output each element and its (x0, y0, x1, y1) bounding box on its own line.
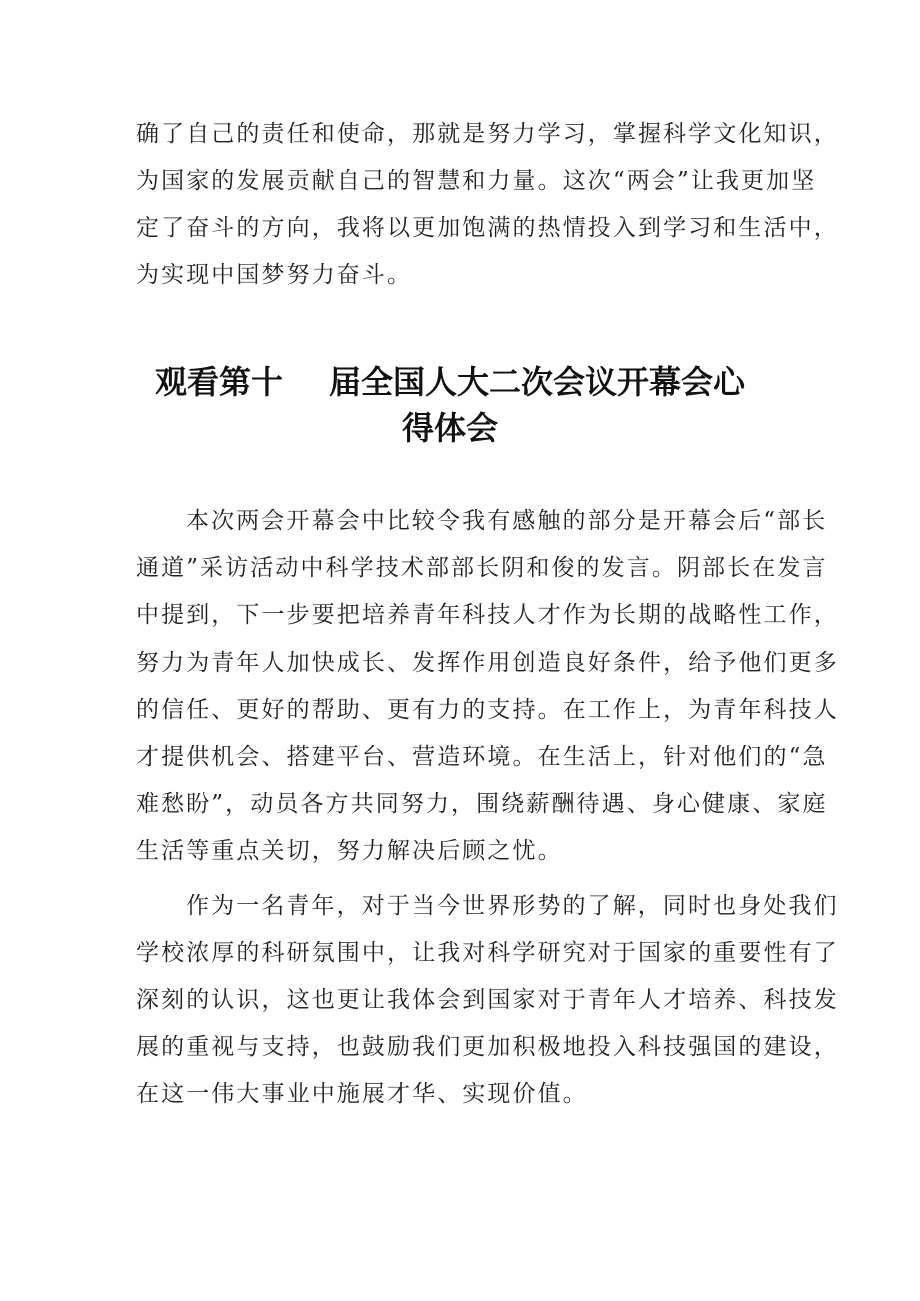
text-line: 确了自己的责任和使命，那就是努力学习，掌握科学文化知识， (136, 121, 839, 147)
text-line: 本次两会开幕会中比较令我有感触的部分是开幕会后“部长 (186, 508, 828, 534)
text-line: 生活等重点关切，努力解决后顾之忧。 (136, 838, 563, 864)
text-line: 在这一伟大事业中施展才华、实现价值。 (136, 1081, 588, 1107)
text-line: 难愁盼”，动员各方共同努力，围绕薪酬待遇、身心健康、家庭 (136, 791, 828, 817)
text-line: 努力为青年人加快成长、发挥作用创造良好条件，给予他们更多 (136, 650, 839, 676)
text-line: 为国家的发展贡献自己的智慧和力量。这次“两会”让我更加坚 (136, 168, 817, 194)
text-line: 学校浓厚的科研氛围中，让我对科学研究对于国家的重要性有了 (136, 940, 839, 966)
title-part-2: 届全国人大二次会议开幕会心 (329, 363, 746, 401)
title-part-1: 观看第十 (154, 363, 283, 401)
title-line-1 (0, 364, 900, 400)
text-line: 为实现中国梦努力奋斗。 (136, 262, 413, 288)
text-line: 定了奋斗的方向，我将以更加饱满的热情投入到学习和生活中， (136, 215, 839, 241)
text-line: 的信任、更好的帮助、更有力的支持。在工作上，为青年科技人 (136, 697, 839, 723)
text-line: 深刻的认识，这也更让我体会到国家对于青年人才培养、科技发 (136, 987, 839, 1013)
text-line: 才提供机会、搭建平台、营造环境。在生活上，针对他们的“急 (136, 744, 828, 770)
text-line: 中提到，下一步要把培养青年科技人才作为长期的战略性工作， (136, 602, 839, 628)
title-line-2: 得体会 (401, 409, 498, 447)
text-line: 作为一名青年，对于当今世界形势的了解，同时也身处我们 (186, 893, 839, 919)
text-line: 通道”采访活动中科学技术部部长阴和俊的发言。阴部长在发言 (136, 555, 828, 581)
text-line: 展的重视与支持，也鼓励我们更加积极地投入科技强国的建设， (136, 1034, 839, 1060)
